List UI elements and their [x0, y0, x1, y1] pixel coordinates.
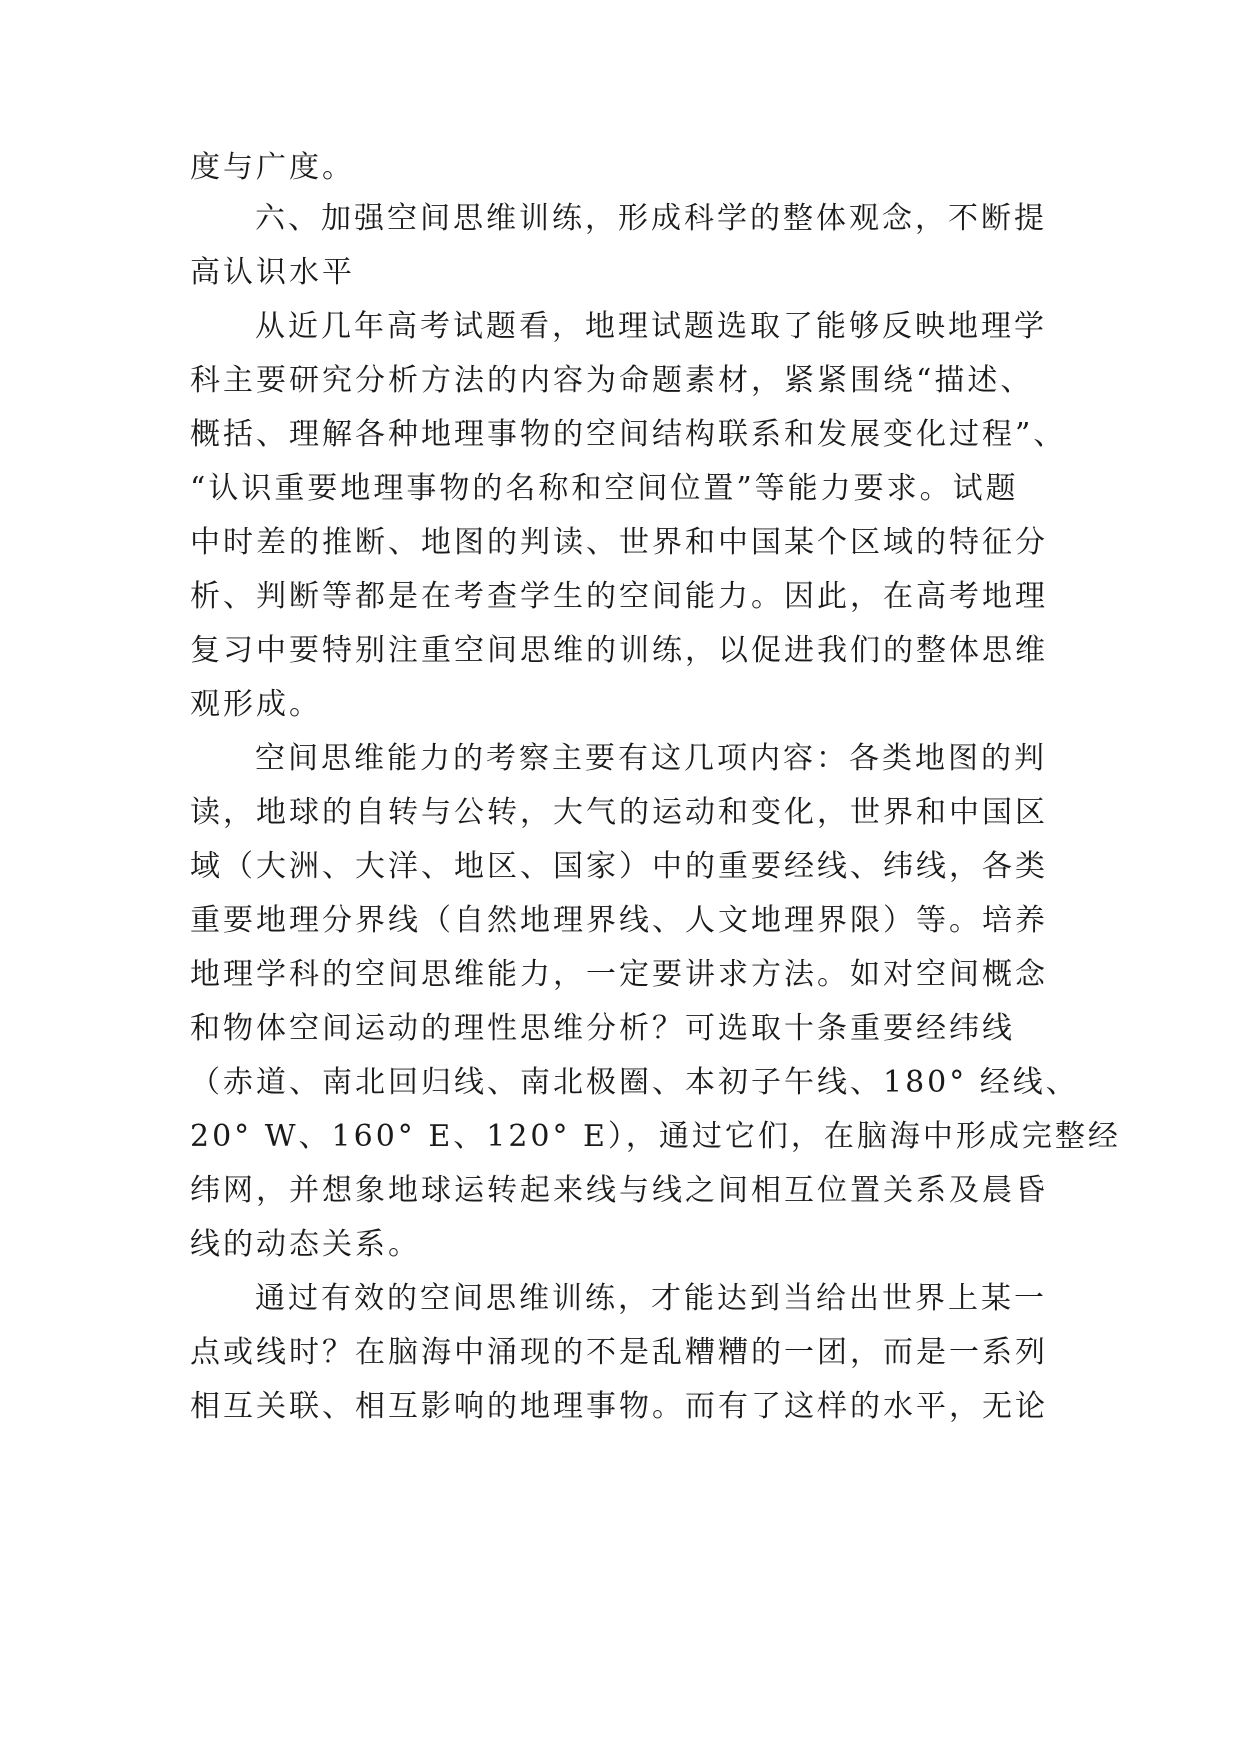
text-line: 重要地理分界线（自然地理界线、人文地理界限）等。培养	[190, 903, 1048, 938]
text-line: 观形成。	[190, 687, 322, 722]
text-line: 复习中要特别注重空间思维的训练，以促进我们的整体思维	[190, 633, 1048, 668]
text-line: （赤道、南北回归线、南北极圈、本初子午线、180° 经线、	[190, 1065, 1079, 1100]
text-line: 从近几年高考试题看，地理试题选取了能够反映地理学	[255, 309, 1047, 344]
text-line: 线的动态关系。	[190, 1227, 421, 1262]
text-line: 读，地球的自转与公转，大气的运动和变化，世界和中国区	[190, 795, 1048, 830]
text-line: 析、判断等都是在考查学生的空间能力。因此，在高考地理	[190, 579, 1048, 614]
section-heading-line: 高认识水平	[190, 255, 355, 290]
text-line: 域（大洲、大洋、地区、国家）中的重要经线、纬线，各类	[190, 849, 1048, 884]
text-line: 通过有效的空间思维训练，才能达到当给出世界上某一	[255, 1281, 1047, 1316]
text-line: 相互关联、相互影响的地理事物。而有了这样的水平，无论	[190, 1389, 1048, 1424]
text-line: 概括、理解各种地理事物的空间结构联系和发展变化过程”、	[190, 417, 1067, 452]
text-line: 度与广度。	[190, 150, 355, 185]
text-line: 地理学科的空间思维能力，一定要讲求方法。如对空间概念	[190, 957, 1048, 992]
text-line: 空间思维能力的考察主要有这几项内容：各类地图的判	[255, 741, 1047, 776]
text-line: 点或线时？在脑海中涌现的不是乱糟糟的一团，而是一系列	[190, 1335, 1048, 1370]
text-line: 20° W、160° E、120° E），通过它们，在脑海中形成完整经	[190, 1119, 1121, 1154]
text-line: 纬网，并想象地球运转起来线与线之间相互位置关系及晨昏	[190, 1173, 1048, 1208]
text-line: 和物体空间运动的理性思维分析？可选取十条重要经纬线	[190, 1011, 1015, 1046]
text-line: 科主要研究分析方法的内容为命题素材，紧紧围绕“描述、	[190, 363, 1034, 398]
section-heading-line: 六、加强空间思维训练，形成科学的整体观念，不断提	[255, 201, 1047, 236]
text-line: “认识重要地理事物的名称和空间位置”等能力要求。试题	[190, 471, 1019, 506]
text-line: 中时差的推断、地图的判读、世界和中国某个区域的特征分	[190, 525, 1048, 560]
